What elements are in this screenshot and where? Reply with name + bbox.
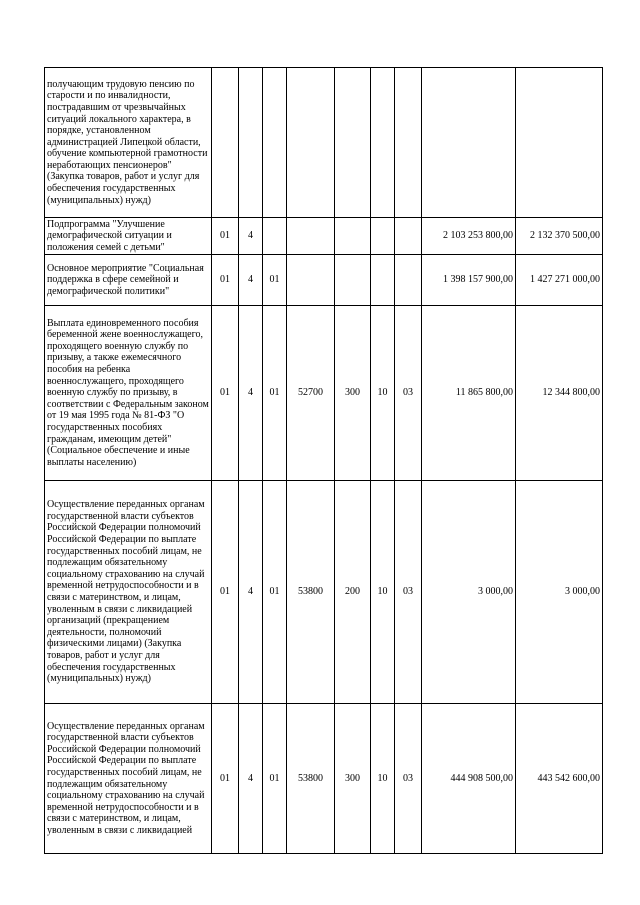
code-cell [212, 68, 239, 218]
code-cell: 01 [263, 255, 287, 306]
amount-cell: 3 000,00 [422, 481, 516, 704]
table-row [45, 255, 603, 306]
row-description: Подпрограмма "Улучшение демографической ситуации и положения семей с детьми" [45, 218, 212, 255]
table-row [45, 218, 603, 255]
code-cell: 4 [239, 704, 263, 854]
table-row [45, 306, 603, 481]
code-cell [263, 68, 287, 218]
code-cell: 01 [263, 704, 287, 854]
code-cell [335, 218, 371, 255]
code-cell: 53800 [287, 704, 335, 854]
amount-cell: 1 427 271 000,00 [516, 255, 603, 306]
code-cell: 4 [239, 306, 263, 481]
code-cell [395, 68, 422, 218]
code-cell: 01 [212, 306, 239, 481]
code-cell: 53800 [287, 481, 335, 704]
amount-cell: 11 865 800,00 [422, 306, 516, 481]
code-cell [371, 68, 395, 218]
code-cell [287, 255, 335, 306]
row-description: Выплата единовременного пособия беременной жене военнослужащего, проходящего военную службу по призыву, а также ежемесячного пособия на ребенка военнослужащего, проходящего военную службу по призыву, в соответствии с Федеральным законом от 19 мая 1995 года № 81-ФЗ "О государственных пособиях гражданам, имеющим детей" (Социальное обеспечение и иные выплаты населению) [45, 306, 212, 481]
row-description: Основное мероприятие "Социальная поддержка в сфере семейной и демографической политики" [45, 255, 212, 306]
table-row [45, 481, 603, 704]
code-cell: 01 [212, 255, 239, 306]
code-cell [335, 68, 371, 218]
code-cell: 10 [371, 481, 395, 704]
amount-cell: 2 132 370 500,00 [516, 218, 603, 255]
amount-cell [422, 68, 516, 218]
code-cell: 52700 [287, 306, 335, 481]
code-cell: 01 [212, 704, 239, 854]
code-cell: 10 [371, 306, 395, 481]
amount-cell: 3 000,00 [516, 481, 603, 704]
amount-cell: 2 103 253 800,00 [422, 218, 516, 255]
amount-cell: 12 344 800,00 [516, 306, 603, 481]
row-description: Осуществление переданных органам государственной власти субъектов Российской Федерации полномочий Российской Федерации по выплате государственных пособий лицам, не подлежащим обязательному социальному страхованию на случай временной нетрудоспособности и в связи с материнством, и лицам, уволенным в связи с ликвидацией [45, 704, 212, 854]
code-cell [335, 255, 371, 306]
amount-cell: 1 398 157 900,00 [422, 255, 516, 306]
code-cell: 01 [212, 218, 239, 255]
code-cell: 03 [395, 481, 422, 704]
code-cell [287, 218, 335, 255]
table-row [45, 704, 603, 854]
amount-cell: 443 542 600,00 [516, 704, 603, 854]
code-cell: 10 [371, 704, 395, 854]
code-cell [395, 218, 422, 255]
code-cell [239, 68, 263, 218]
code-cell [371, 218, 395, 255]
code-cell [287, 68, 335, 218]
amount-cell: 444 908 500,00 [422, 704, 516, 854]
code-cell [263, 218, 287, 255]
code-cell [371, 255, 395, 306]
code-cell: 03 [395, 704, 422, 854]
code-cell: 03 [395, 306, 422, 481]
budget-table [44, 67, 603, 854]
amount-cell [516, 68, 603, 218]
code-cell: 01 [263, 306, 287, 481]
table-row [45, 68, 603, 218]
code-cell: 4 [239, 255, 263, 306]
code-cell: 01 [263, 481, 287, 704]
code-cell: 200 [335, 481, 371, 704]
code-cell: 300 [335, 306, 371, 481]
row-description: Осуществление переданных органам государственной власти субъектов Российской Федерации полномочий Российской Федерации по выплате государственных пособий лицам, не подлежащим обязательному социальному страхованию на случай временной нетрудоспособности и в связи с материнством, и лицам, уволенным в связи с ликвидацией организаций (прекращением деятельности, полномочий физическими лицами) (Закупка товаров, работ и услуг для обеспечения государственных (муниципальных) нужд) [45, 481, 212, 704]
code-cell: 01 [212, 481, 239, 704]
code-cell: 4 [239, 481, 263, 704]
row-description: получающим трудовую пенсию по старости и по инвалидности, пострадавшим от чрезвычайных ситуаций локального характера, в порядке, установленном администрацией Липецкой области, обучение компьютерной грамотности неработающих пенсионеров" (Закупка товаров, работ и услуг для обеспечения государственных (муниципальных) нужд) [45, 68, 212, 218]
code-cell [395, 255, 422, 306]
code-cell: 4 [239, 218, 263, 255]
code-cell: 300 [335, 704, 371, 854]
